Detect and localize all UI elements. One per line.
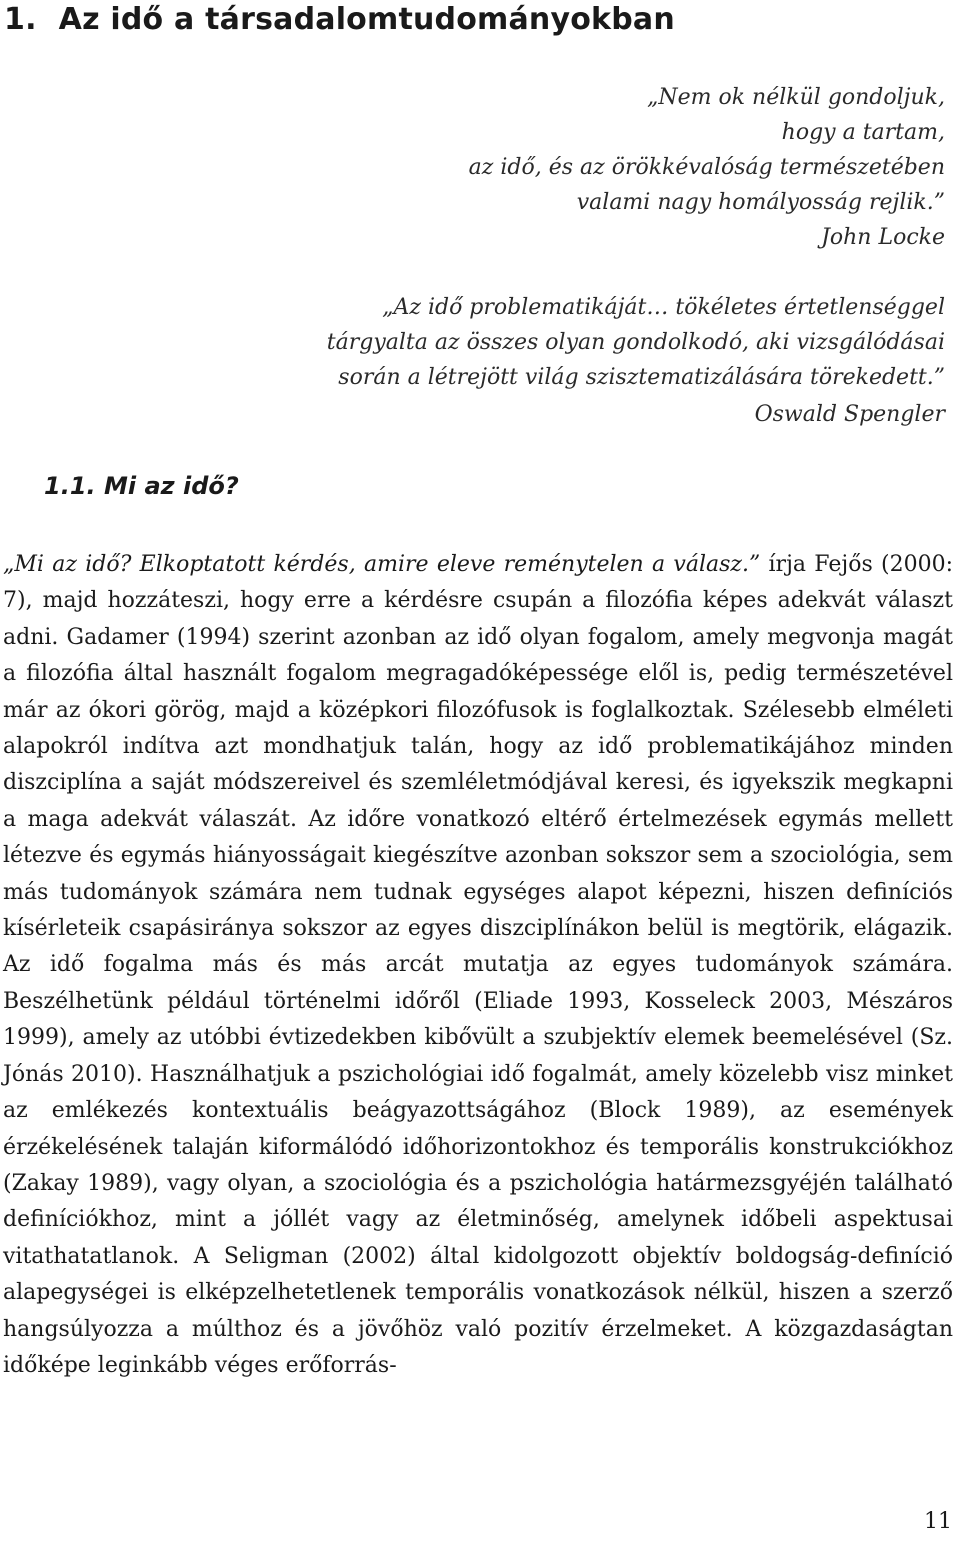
body-paragraph — [3, 547, 953, 1384]
chapter-title-text: Az idő a társadalomtudományokban — [58, 2, 675, 37]
epigraph-locke — [469, 80, 945, 255]
epigraph-line: során a létrejött világ szisztematizálására törekedett.” — [338, 365, 945, 390]
epigraph-line: „Nem ok nélkül gondoljuk, — [646, 85, 945, 110]
epigraph-spengler — [327, 290, 945, 432]
chapter-title — [4, 2, 675, 38]
epigraph-line: hogy a tartam, — [781, 120, 945, 145]
epigraph-line: tárgyalta az összes olyan gondolkodó, aki vizsgálódásai — [326, 330, 945, 355]
epigraph-author: Oswald Spengler — [754, 402, 945, 427]
section-heading: 1.1. Mi az idő? — [44, 472, 239, 500]
epigraph-author: John Locke — [821, 225, 945, 250]
paragraph-text: írja Fejős (2000: 7), majd hozzáteszi, hogy erre a kérdésre csupán a filozófia képes adekvát választ adni. Gadamer (1994) szerint azonban az idő olyan fogalom, amely megvonja magát a filozófia által használt fogalom megragadóképessége elől is, pedig természetével már az ókori görög, majd a középkori filozófusok is foglalkoztak. Szélesebb elméleti alapokról indítva azt mondhatjuk talán, hogy az idő problematikájához minden diszciplína a saját módszereivel és szemléletmódjával keresi, és igyekszik megkapni a maga adekvát válaszát. Az időre vonatkozó eltérő értelmezések egymás mellett létezve és egymás hiányosságait kiegészítve azonban sokszor sem a szociológia, sem más tudományok számára nem tudnak egységes alapot képezni, hiszen definíciós kísérleteik csapásiránya sokszor az egyes diszciplínákon belül is megtörik, elágazik. Az idő fogalma más és más arcát mutatja az egyes tudományok számára. Beszélhetünk például történelmi időről (Eliade 1993, Kosseleck 2003, Mészáros 1999), amely az utóbbi évtizedekben kibővült a szubjektív elemek beemelésével (Sz. Jónás 2010). Használhatjuk a pszichológiai idő fogalmát, amely közelebb visz minket az emlékezés kontextuális beágyazottságához (Block 1989), az események érzékelésének talaján kiformálódó időhorizontokhoz és temporális konstrukciókhoz (Zakay 1989), vagy olyan, a szociológia és a pszichológia határmezsgyéjén található definíciókhoz, mint a jóllét vagy az életminőség, amelynek időbeli aspektusai vitathatatlanok. A Seligman (2002) által kidolgozott objektív boldogság-definíció alapegységei is elképzelhetetlenek temporális vonatkozások nélkül, hiszen a szerző hangsúlyozza a múlthoz és a jövőhöz való pozitív érzelmeket. A közgazdaságtan időképe leginkább véges erőforrás- — [3, 552, 954, 1378]
epigraph-line: valami nagy homályosság rejlik.” — [576, 190, 945, 215]
chapter-number: 1. — [4, 2, 37, 37]
epigraph-line: az idő, és az örökkévalóság természetében — [468, 155, 945, 180]
epigraph-line: „Az idő problematikáját… tökéletes értetlenséggel — [382, 295, 945, 320]
opening-quote: „Mi az idő? Elkoptatott kérdés, amire eleve reménytelen a válasz.” — [3, 552, 761, 577]
page-number: 11 — [924, 1509, 952, 1534]
